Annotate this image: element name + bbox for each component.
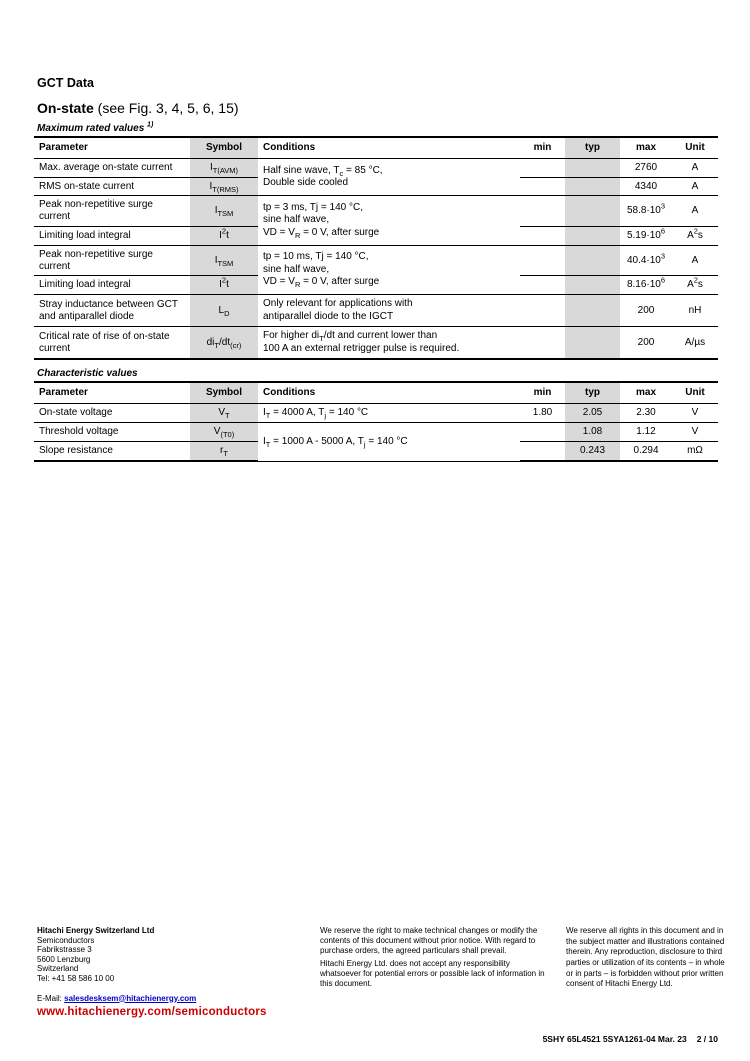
disclaimer-paragraph: Hitachi Energy Ltd. does not accept any responsibility whatsoever for potential errors or possible lack of information in this document. bbox=[320, 959, 545, 988]
typ-cell bbox=[565, 158, 620, 177]
footer-company-block bbox=[37, 926, 312, 1020]
symbol-cell: $I^2t$ bbox=[190, 226, 258, 245]
unit-cell: A bbox=[672, 245, 718, 276]
page-number: 2 / 10 bbox=[696, 1034, 718, 1044]
table-row bbox=[34, 196, 718, 227]
param-cell: Slope resistance bbox=[34, 442, 190, 461]
max-cell: $8.16\cdot 10^6$ bbox=[620, 276, 672, 295]
min-cell bbox=[520, 226, 565, 245]
min-cell bbox=[520, 177, 565, 196]
unit-cell: V bbox=[672, 403, 718, 423]
table-row bbox=[34, 327, 718, 360]
symbol-cell: $V_{(T0)}$ bbox=[190, 423, 258, 442]
max-cell: 0.294 bbox=[620, 442, 672, 461]
company-line: Tel: +41 58 586 10 00 bbox=[37, 973, 115, 983]
min-cell bbox=[520, 196, 565, 227]
max-cell: $5.19\cdot 10^6$ bbox=[620, 226, 672, 245]
col-header-min: min bbox=[520, 137, 565, 158]
col-header-max: max bbox=[620, 137, 672, 158]
max-cell: 200 bbox=[620, 327, 672, 360]
typ-cell bbox=[565, 196, 620, 227]
col-header-unit: Unit bbox=[672, 137, 718, 158]
symbol-cell: $V_T$ bbox=[190, 403, 258, 423]
max-cell: $58.8\cdot 10^3$ bbox=[620, 196, 672, 227]
symbol-cell: $I^2t$ bbox=[190, 276, 258, 295]
col-header-symbol: Symbol bbox=[190, 382, 258, 403]
param-cell: On-state voltage bbox=[34, 403, 190, 423]
unit-cell: $A^2s$ bbox=[672, 276, 718, 295]
max-cell: 2.30 bbox=[620, 403, 672, 423]
website-link[interactable]: www.hitachienergy.com/semiconductors bbox=[37, 1006, 267, 1019]
col-header-symbol: Symbol bbox=[190, 137, 258, 158]
table-row bbox=[34, 423, 718, 442]
param-cell: Peak non-repetitive surge current bbox=[34, 245, 190, 276]
char-table-caption: Characteristic values bbox=[37, 368, 138, 380]
table-row bbox=[34, 403, 718, 423]
min-cell bbox=[520, 276, 565, 295]
col-header-unit: Unit bbox=[672, 382, 718, 403]
email-label: E-Mail: bbox=[37, 993, 65, 1003]
footer-rights-block bbox=[566, 926, 734, 990]
col-header-max: max bbox=[620, 382, 672, 403]
symbol-cell: $I_{T(AVM)}$ bbox=[190, 158, 258, 177]
symbol-cell: $I_{T(RMS)}$ bbox=[190, 177, 258, 196]
max-cell: $40.4\cdot 10^3$ bbox=[620, 245, 672, 276]
conditions-cell: Half sine wave, $T_c = 85$ °C, Double side cooled bbox=[258, 158, 520, 196]
conditions-cell: For higher $di_T/dt$ and current lower than 100 A an external retrigger pulse is required. bbox=[258, 327, 520, 360]
conditions-cell: tp = 10 ms, Tj = 140 °C, sine half wave, VD = $V_R = 0$ V, after surge bbox=[258, 245, 520, 294]
company-line: Switzerland bbox=[37, 964, 79, 974]
col-header-min: min bbox=[520, 382, 565, 403]
doc-ref: 5SHY 65L4521 5SYA1261-04 Mar. 23 bbox=[542, 1034, 687, 1044]
typ-cell: 2.05 bbox=[565, 403, 620, 423]
max-cell: 4340 bbox=[620, 177, 672, 196]
unit-cell: $A^2s$ bbox=[672, 226, 718, 245]
col-header-parameter: Parameter bbox=[34, 137, 190, 158]
table-header-row bbox=[34, 382, 718, 403]
col-header-typ: typ bbox=[565, 137, 620, 158]
unit-cell: mΩ bbox=[672, 442, 718, 461]
maximum-rated-values-table bbox=[34, 136, 718, 360]
document-reference bbox=[543, 1034, 718, 1044]
symbol-cell: $I_{TSM}$ bbox=[190, 196, 258, 227]
company-name: Hitachi Energy Switzerland Ltd bbox=[37, 926, 155, 935]
page-content bbox=[34, 0, 718, 462]
email-row bbox=[37, 994, 312, 1004]
min-cell bbox=[520, 327, 565, 360]
min-cell bbox=[520, 295, 565, 327]
unit-cell: A bbox=[672, 158, 718, 177]
unit-cell: A bbox=[672, 196, 718, 227]
typ-cell: 0.243 bbox=[565, 442, 620, 461]
param-cell: Critical rate of rise of on-state current bbox=[34, 327, 190, 360]
conditions-cell: Only relevant for applications with antiparallel diode to the IGCT bbox=[258, 295, 520, 327]
footer-disclaimer-block bbox=[320, 926, 552, 993]
typ-cell bbox=[565, 295, 620, 327]
email-link[interactable]: salesdesksem@hitachienergy.com bbox=[64, 993, 197, 1003]
unit-cell: nH bbox=[672, 295, 718, 327]
param-cell: RMS on-state current bbox=[34, 177, 190, 196]
typ-cell bbox=[565, 276, 620, 295]
max-cell: 2760 bbox=[620, 158, 672, 177]
subsection-title-bold: On-state bbox=[37, 100, 94, 116]
typ-cell bbox=[565, 327, 620, 360]
min-cell: 1.80 bbox=[520, 403, 565, 423]
typ-cell bbox=[565, 245, 620, 276]
col-header-conditions: Conditions bbox=[258, 382, 520, 403]
company-line: 5600 Lenzburg bbox=[37, 954, 91, 964]
section-title: GCT Data bbox=[37, 76, 94, 90]
company-line: Fabrikstrasse 3 bbox=[37, 945, 92, 955]
table-row bbox=[34, 245, 718, 276]
table-row bbox=[34, 158, 718, 177]
col-header-parameter: Parameter bbox=[34, 382, 190, 403]
max-cell: 200 bbox=[620, 295, 672, 327]
min-cell bbox=[520, 423, 565, 442]
min-cell bbox=[520, 245, 565, 276]
col-header-conditions: Conditions bbox=[258, 137, 520, 158]
footnote-marker: 1) bbox=[147, 121, 154, 129]
symbol-cell: $r_T$ bbox=[190, 442, 258, 461]
conditions-cell: $I_T = 4000$ A, $T_j = 140$ °C bbox=[258, 403, 520, 423]
typ-cell: 1.08 bbox=[565, 423, 620, 442]
symbol-cell: $I_{TSM}$ bbox=[190, 245, 258, 276]
min-cell bbox=[520, 158, 565, 177]
unit-cell: V bbox=[672, 423, 718, 442]
table-row bbox=[34, 295, 718, 327]
min-cell bbox=[520, 442, 565, 461]
symbol-cell: $di_T/dt_{(cr)}$ bbox=[190, 327, 258, 360]
max-cell: 1.12 bbox=[620, 423, 672, 442]
param-cell: Threshold voltage bbox=[34, 423, 190, 442]
table-header-row bbox=[34, 137, 718, 158]
unit-cell: A/µs bbox=[672, 327, 718, 360]
col-header-typ: typ bbox=[565, 382, 620, 403]
characteristic-values-table bbox=[34, 381, 718, 462]
param-cell: Stray inductance between GCT and antiparallel diode bbox=[34, 295, 190, 327]
subsection-title bbox=[37, 100, 718, 116]
rights-paragraph: We reserve all rights in this document and in the subject matter and illustrations contained therein. Any reproduction, disclosure to third parties or utilization of its contents – in whole or in parts – is forbidden without prior written consent of Hitachi Energy Ltd. bbox=[566, 926, 725, 989]
max-table-caption: Maximum rated values $^{1)}$ bbox=[37, 121, 154, 134]
conditions-cell: $I_T = 1000$ A - 5000 A, $T_j = 140$ °C bbox=[258, 423, 520, 461]
subsection-title-rest: (see Fig. 3, 4, 5, 6, 15) bbox=[93, 100, 239, 116]
company-line: Semiconductors bbox=[37, 935, 95, 945]
param-cell: Peak non-repetitive surge current bbox=[34, 196, 190, 227]
disclaimer-paragraph: We reserve the right to make technical changes or modify the contents of this document without prior notice. With regard to purchase orders, the agreed particulars shall prevail. bbox=[320, 926, 538, 955]
symbol-cell: $L_D$ bbox=[190, 295, 258, 327]
param-cell: Max. average on-state current bbox=[34, 158, 190, 177]
typ-cell bbox=[565, 177, 620, 196]
conditions-cell: tp = 3 ms, Tj = 140 °C, sine half wave, VD = $V_R = 0$ V, after surge bbox=[258, 196, 520, 245]
typ-cell bbox=[565, 226, 620, 245]
param-cell: Limiting load integral bbox=[34, 276, 190, 295]
unit-cell: A bbox=[672, 177, 718, 196]
param-cell: Limiting load integral bbox=[34, 226, 190, 245]
